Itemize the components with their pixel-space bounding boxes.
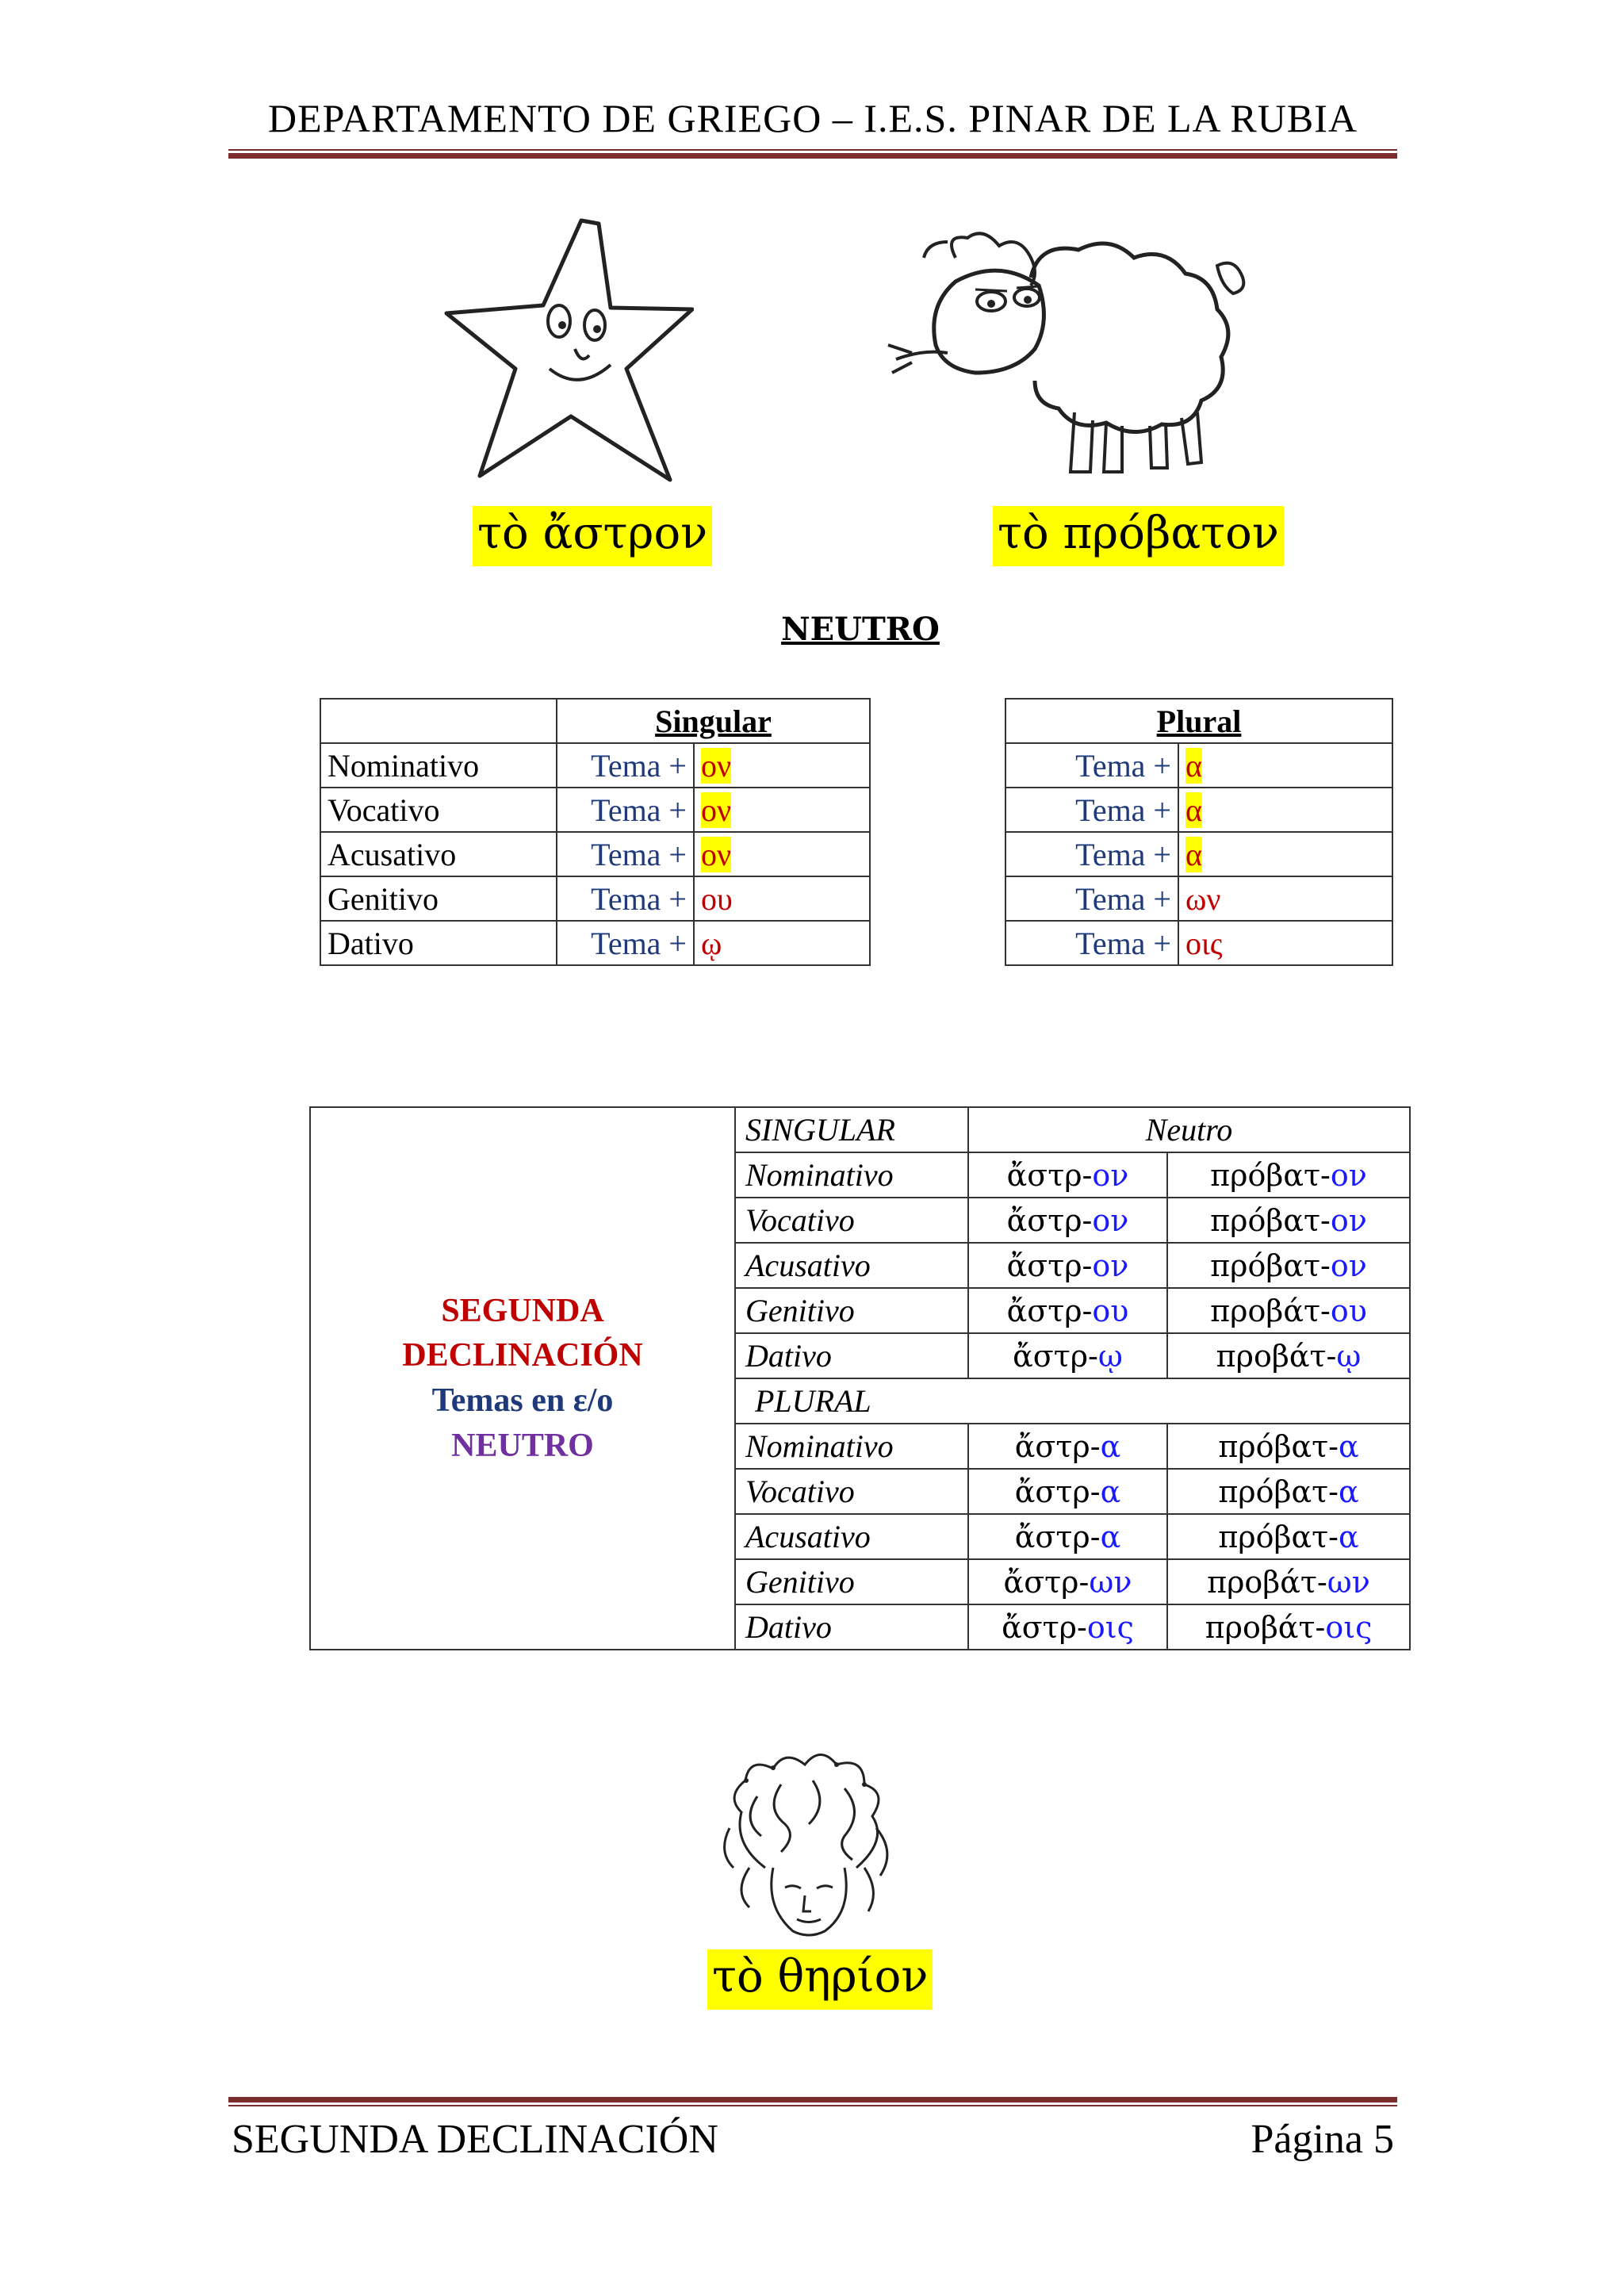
stem: πρόβατ- — [1218, 1519, 1339, 1554]
case-label: Vocativo — [735, 1198, 968, 1243]
astron-form — [968, 1514, 1167, 1559]
ending: ον — [1092, 1157, 1129, 1193]
table-row — [320, 699, 870, 743]
tema-label: Tema + — [557, 876, 694, 921]
footer-rule-thick — [228, 2097, 1397, 2102]
footer-section-title: SEGUNDA DECLINACIÓN — [232, 2117, 718, 2162]
stem: προβάτ- — [1210, 1293, 1331, 1328]
astron-form — [968, 1559, 1167, 1604]
stem: πρόβατ- — [1218, 1428, 1339, 1464]
stem: ἄστρ- — [1003, 1564, 1090, 1600]
probaton-form — [1167, 1288, 1410, 1333]
probaton-form — [1167, 1424, 1410, 1469]
ending: ον — [1092, 1202, 1129, 1238]
plural-header: Plural — [1005, 699, 1392, 743]
table-row — [310, 1107, 1410, 1152]
probaton-form — [1167, 1243, 1410, 1288]
tema-label: Tema + — [557, 832, 694, 876]
star-icon — [440, 214, 694, 484]
header-rule-thin — [228, 149, 1397, 151]
tema-label: Tema + — [557, 788, 694, 832]
ending: ου — [1330, 1293, 1367, 1328]
ending: ου — [694, 876, 870, 921]
probaton-form — [1167, 1152, 1410, 1198]
ending: ον — [701, 836, 732, 872]
stem: ἄστρ- — [1014, 1474, 1101, 1509]
ending: α — [1100, 1474, 1121, 1509]
probaton-form — [1167, 1333, 1410, 1378]
stem: πρόβατ- — [1210, 1248, 1331, 1283]
medusa-icon — [718, 1749, 900, 1939]
astron-form — [968, 1469, 1167, 1514]
stem: ἄστρ- — [1006, 1202, 1093, 1238]
stem: ἄστρ- — [1013, 1338, 1098, 1374]
ending: ον — [701, 747, 732, 784]
table-row — [1005, 788, 1392, 832]
tema-label: Tema + — [557, 921, 694, 965]
stem: ἄστρ- — [1002, 1609, 1087, 1645]
case-label: Nominativo — [320, 743, 557, 788]
stem: πρόβατ- — [1210, 1157, 1331, 1193]
astron-form — [968, 1288, 1167, 1333]
astron-form — [968, 1333, 1167, 1378]
case-label: Vocativo — [735, 1469, 968, 1514]
ending: ον — [1330, 1248, 1367, 1283]
ending: οις — [1325, 1609, 1373, 1645]
stem: ἄστρ- — [1006, 1157, 1093, 1193]
stem: προβάτ- — [1216, 1338, 1337, 1374]
declension-side-label — [310, 1107, 735, 1650]
astron-form — [968, 1243, 1167, 1288]
plural-endings-table — [1005, 698, 1393, 966]
side-line-segunda: SEGUNDA — [441, 1292, 604, 1329]
table-row — [320, 788, 870, 832]
side-line-temas: Temas en ε/o — [431, 1382, 614, 1419]
ending: ῳ — [1097, 1338, 1123, 1374]
probaton-form — [1167, 1604, 1410, 1650]
stem: ἄστρ- — [1006, 1248, 1093, 1283]
table-row — [1005, 876, 1392, 921]
stem: ἄστρ- — [1014, 1519, 1101, 1554]
ending: ον — [1092, 1248, 1129, 1283]
stem: ἄστρ- — [1014, 1428, 1101, 1464]
case-label: Dativo — [735, 1333, 968, 1378]
ending: οις — [1178, 921, 1392, 965]
tema-label: Tema + — [1005, 921, 1178, 965]
table-row — [320, 832, 870, 876]
table-row — [1005, 699, 1392, 743]
probaton-form — [1167, 1469, 1410, 1514]
astron-form — [968, 1198, 1167, 1243]
gender-label: Neutro — [968, 1107, 1410, 1152]
case-label: Genitivo — [320, 876, 557, 921]
case-label: Acusativo — [320, 832, 557, 876]
ending: ον — [1330, 1157, 1367, 1193]
case-label: Genitivo — [735, 1559, 968, 1604]
label-astron: τὸ ἄστρον — [473, 506, 712, 566]
ending: α — [1339, 1519, 1359, 1554]
singular-label: SINGULAR — [735, 1107, 968, 1152]
ending: α — [1100, 1428, 1121, 1464]
ending: ων — [1327, 1564, 1370, 1600]
table-row — [1005, 921, 1392, 965]
probaton-form — [1167, 1198, 1410, 1243]
ending: α — [1100, 1519, 1121, 1554]
side-line-declinacion: DECLINACIÓN — [402, 1337, 643, 1374]
tema-label: Tema + — [1005, 788, 1178, 832]
page-header-title: DEPARTAMENTO DE GRIEGO – I.E.S. PINAR DE LA RUBIA — [268, 96, 1358, 140]
case-label: Nominativo — [735, 1424, 968, 1469]
astron-form — [968, 1424, 1167, 1469]
astron-form — [968, 1604, 1167, 1650]
ending: α — [1185, 747, 1202, 784]
case-label: Dativo — [320, 921, 557, 965]
probaton-form — [1167, 1514, 1410, 1559]
ending: ον — [1330, 1202, 1367, 1238]
tema-label: Tema + — [1005, 743, 1178, 788]
tema-label: Tema + — [1005, 832, 1178, 876]
table-row — [1005, 743, 1392, 788]
ending: ῳ — [1336, 1338, 1362, 1374]
stem: προβάτ- — [1207, 1564, 1327, 1600]
ending: α — [1185, 836, 1202, 872]
stem: πρόβατ- — [1218, 1474, 1339, 1509]
case-label: Dativo — [735, 1604, 968, 1650]
singular-header: Singular — [557, 699, 870, 743]
footer-rule-thin — [228, 2105, 1397, 2106]
case-label: Genitivo — [735, 1288, 968, 1333]
ending: ον — [701, 792, 732, 828]
stem: προβάτ- — [1205, 1609, 1326, 1645]
ending: ου — [1092, 1293, 1129, 1328]
astron-form — [968, 1152, 1167, 1198]
singular-endings-table — [320, 698, 871, 966]
plural-label: PLURAL — [735, 1378, 1410, 1424]
table-row — [320, 876, 870, 921]
case-label: Vocativo — [320, 788, 557, 832]
ending: α — [1185, 792, 1202, 828]
ending: α — [1339, 1474, 1359, 1509]
table-row — [320, 743, 870, 788]
ending: ῳ — [694, 921, 870, 965]
declension-table — [309, 1106, 1411, 1650]
label-therion: τὸ θηρίον — [707, 1949, 933, 2010]
case-label: Acusativo — [735, 1243, 968, 1288]
probaton-form — [1167, 1559, 1410, 1604]
sheep-icon — [880, 210, 1253, 484]
table-row — [1005, 832, 1392, 876]
label-probaton: τὸ πρόβατον — [993, 506, 1284, 566]
stem: ἄστρ- — [1006, 1293, 1093, 1328]
ending: οις — [1086, 1609, 1134, 1645]
side-line-neutro: NEUTRO — [451, 1427, 594, 1464]
table-row — [320, 921, 870, 965]
ending: α — [1339, 1428, 1359, 1464]
tema-label: Tema + — [1005, 876, 1178, 921]
ending: ων — [1089, 1564, 1132, 1600]
case-label: Nominativo — [735, 1152, 968, 1198]
section-title: NEUTRO — [781, 611, 940, 648]
footer-page-number: Página 5 — [1251, 2117, 1394, 2162]
header-rule-thick — [228, 153, 1397, 159]
tema-label: Tema + — [557, 743, 694, 788]
stem: πρόβατ- — [1210, 1202, 1331, 1238]
ending: ων — [1178, 876, 1392, 921]
case-label: Acusativo — [735, 1514, 968, 1559]
